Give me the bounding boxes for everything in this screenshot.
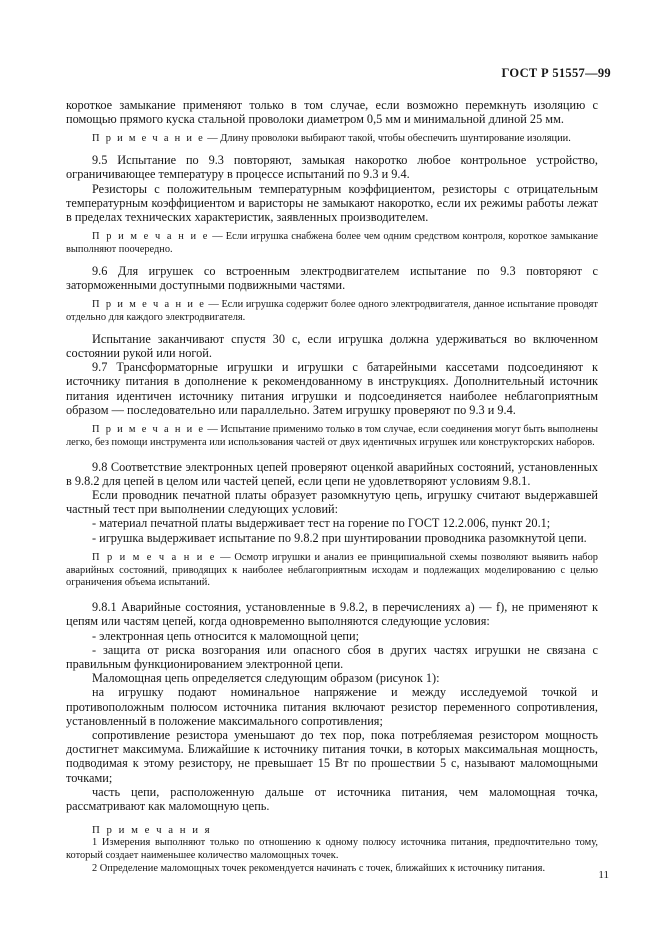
note-item: 1 Измерения выполняют только по отношению к одному полюсу источника питания, предпочтительно тому, который создает наименьшее количество маломощных точек. xyxy=(66,837,598,862)
notes-heading: П р и м е ч а н и я xyxy=(92,824,212,837)
note-text: — Испытание применимо только в том случае, если соединения могут быть выполнены легко, без помощи инструмента или использования частей от двух идентичных игрушек или конструкторских наборов. xyxy=(66,424,598,448)
paragraph: на игрушку подают номинальное напряжение и между исследуемой точкой и противоположным полюсом источника питания включают резистор переменного сопротивления, установленный в положение максимального сопротивления; xyxy=(66,685,598,728)
note xyxy=(66,424,598,450)
paragraph: часть цепи, расположенную дальше от источника питания, чем маломощная точка, рассматривают как маломощную цепь. xyxy=(66,784,598,814)
paragraph: - электронная цепь относится к маломощной цепи; xyxy=(92,628,360,643)
note-label: П р и м е ч а н и е xyxy=(92,231,210,243)
paragraph: 9.8.1 Аварийные состояния, установленные в 9.8.2, в перечислениях а) — f), не применяют к цепям или частям цепей, когда одновременно выполняются следующие условия: xyxy=(66,600,598,629)
note xyxy=(66,552,598,590)
note xyxy=(66,231,598,257)
document-header: ГОСТ Р 51557—99 xyxy=(501,66,611,80)
note-text: — Осмотр игрушки и анализ ее принципиальной схемы позволяют выявить набор аварийных состояний, приводящих к наиболее неблагоприятным исходам и подлежащих моделированию с целью ограничения объема испытаний. xyxy=(66,551,598,589)
paragraph: 9.6 Для игрушек со встроенным электродвигателем испытание по 9.3 повторяют с заторможенными доступными подвижными частями. xyxy=(66,263,598,293)
page-number: 11 xyxy=(598,869,609,881)
paragraph: Если проводник печатной платы образует разомкнутую цепь, игрушку считают выдержавшей частный тест при выполнении следующих условий: xyxy=(66,488,598,517)
note-text: — Если игрушка снабжена более чем одним средством контроля, короткое замыкание выполняют поочередно. xyxy=(66,231,598,256)
note-text: — Длину проволоки выбирают такой, чтобы обеспечить шунтирование изоляции. xyxy=(204,133,571,145)
paragraph: Резисторы с положительным температурным коэффициентом, резисторы с отрицательным температурным коэффициентом и варисторы не замыкают накоротко, если их режимы работы лежат в пределах технических характеристик, заявленных производителем. xyxy=(66,181,598,225)
note-label: П р и м е ч а н и е xyxy=(92,551,217,563)
note-item: 2 Определение маломощных точек рекомендуется начинать с точек, ближайших к источнику питания. xyxy=(92,863,546,875)
paragraph: - защита от риска возгорания или опасного сбоя в других частях игрушки не связана с правильным функционированием электронной цепи. xyxy=(66,642,598,672)
paragraph: - игрушка выдерживает испытание по 9.8.2 при шунтировании проводника разомкнутой цепи. xyxy=(92,530,587,545)
paragraph: 9.5 Испытание по 9.3 повторяют, замыкая накоротко любое контрольное устройство, ограничивающее температуру в процессе испытаний по 9.3 и 9.4. xyxy=(66,153,598,182)
paragraph: сопротивление резистора уменьшают до тех пор, пока потребляемая резистором мощность достигнет максимума. Ближайшие к источнику питания точки, в которых максимальная мощность, подводимая к этому резистору, не превышает 15 Вт по прошествии 5 с, называют маломощными точками; xyxy=(66,728,598,785)
document-body xyxy=(66,98,598,876)
note-label: П р и м е ч а н и е xyxy=(92,133,205,145)
note xyxy=(66,133,598,146)
paragraph: короткое замыкание применяют только в том случае, если возможно перемкнуть изоляцию с помощью прямого куска стальной проволоки диаметром 0,5 мм и минимальной длиной 25 мм. xyxy=(66,98,598,127)
note-label: П р и м е ч а н и е xyxy=(92,299,206,311)
paragraph: Маломощная цепь определяется следующим образом (рисунок 1): xyxy=(92,671,440,686)
paragraph: 9.7 Трансформаторные игрушки и игрушки с батарейными кассетами подсоединяют к источнику питания в дополнение к рекомендованному в инструкциях. Дополнительный источник питания идентичен источнику питания игрушки и подсоединяется наиболее неблагоприятным образом — последовательно или параллельно. Затем игрушку проверяют по 9.3 и 9.4. xyxy=(66,360,598,417)
paragraph: - материал печатной платы выдерживает тест на горение по ГОСТ 12.2.006, пункт 20.1; xyxy=(92,516,551,531)
paragraph: Испытание заканчивают спустя 30 с, если игрушка должна удерживаться во включенном состоянии рукой или ногой. xyxy=(66,331,598,361)
note-label: П р и м е ч а н и е xyxy=(92,424,205,436)
paragraph: 9.8 Соответствие электронных цепей проверяют оценкой аварийных состояний, установленных в 9.8.2 для цепей в целом или частей цепей, если цепи не удовлетворяют условиям 9.8.1. xyxy=(66,459,598,488)
note xyxy=(66,299,598,325)
note-text: — Если игрушка содержит более одного электродвигателя, данное испытание проводят отдельно для каждого электродвигателя. xyxy=(66,299,598,324)
